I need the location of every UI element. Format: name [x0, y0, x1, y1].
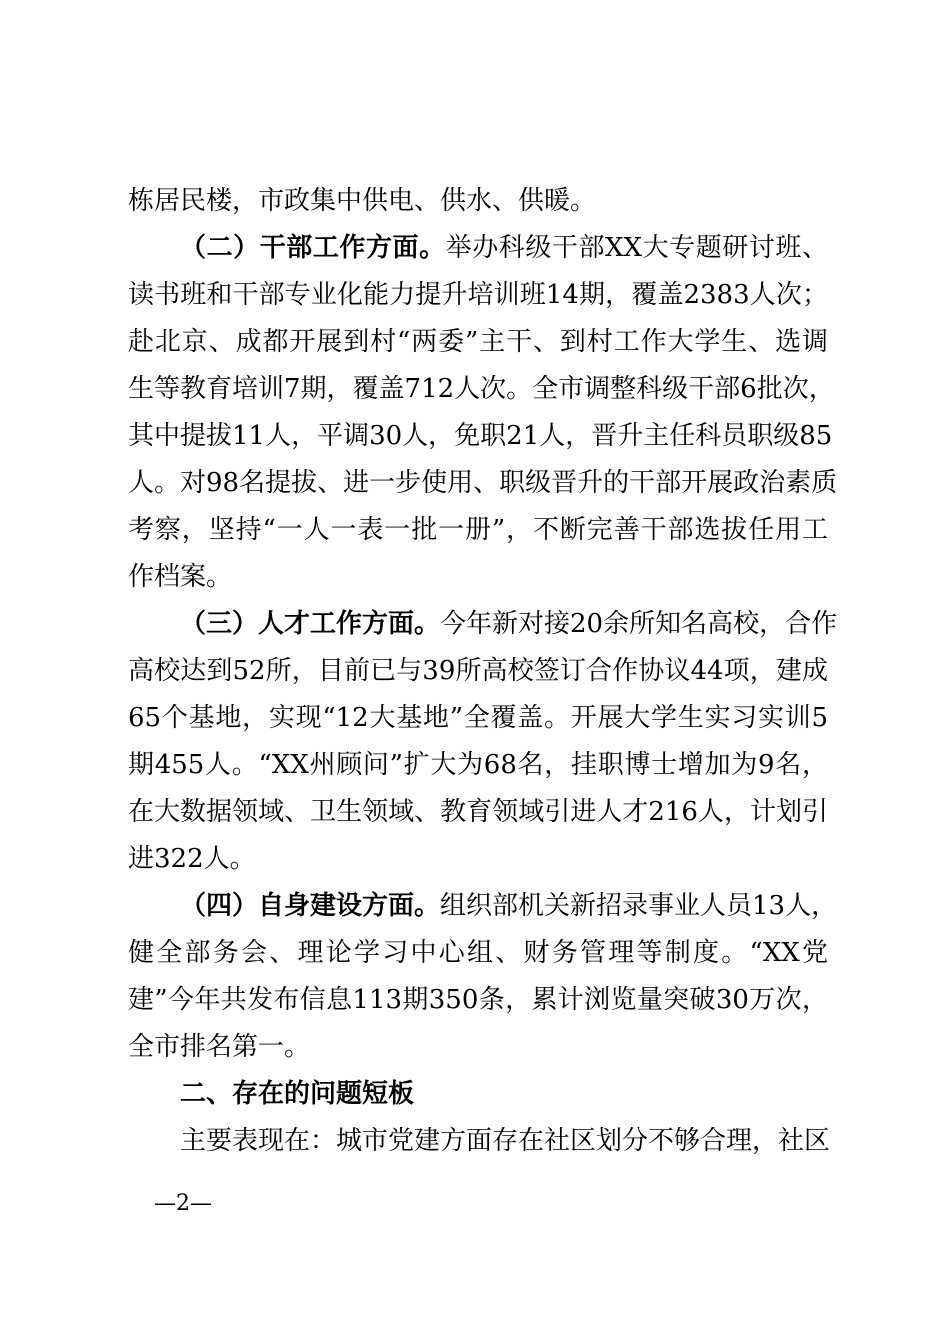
paragraph-heading: （四）自身建设方面。: [180, 891, 441, 921]
paragraph-talent-line: 65个基地，实现“12大基地”全覆盖。开展大学生实习实训5: [128, 703, 828, 733]
paragraph-self-line: （四）自身建设方面。组织部机关新招录事业人员13人，: [180, 891, 838, 921]
paragraph-talent-line: 高校达到52所，目前已与39所高校签订合作协议44项，建成: [128, 656, 828, 686]
paragraph-talent-line: 进322人。: [128, 844, 256, 874]
paragraph-talent-line: 在大数据领域、卫生领域、教育领域引进人才216人，计划引: [128, 797, 828, 827]
paragraph-heading: （二）干部工作方面。: [180, 233, 446, 263]
paragraph-talent-line: （三）人才工作方面。今年新对接20余所知名高校，合作: [180, 609, 838, 639]
paragraph-cadre-line: 读书班和干部专业化能力提升培训班14期，覆盖2383人次；: [128, 280, 828, 310]
paragraph-cadre-line: 作档案。: [128, 562, 233, 592]
paragraph-cadre-line: （二）干部工作方面。举办科级干部XX大专题研讨班、: [180, 233, 828, 263]
paragraph-cadre-line: 人。对98名提拔、进一步使用、职级晋升的干部开展政治素质: [128, 468, 838, 498]
paragraph-self-line: 建”今年共发布信息113期350条，累计浏览量突破30万次，: [128, 985, 828, 1015]
paragraph-self-line: 全市排名第一。: [128, 1032, 311, 1062]
paragraph-talent-line: 期455人。“XX州顾问”扩大为68名，挂职博士增加为9名，: [128, 750, 828, 780]
paragraph-cadre-line: 赴北京、成都开展到村“两委”主干、到村工作大学生、选调: [128, 327, 828, 357]
paragraph-intro-line: 栋居民楼，市政集中供电、供水、供暖。: [128, 186, 597, 216]
paragraph-cadre-line: 考察，坚持“一人一表一批一册”，不断完善干部选拔任用工: [128, 515, 828, 545]
section-title: 二、存在的问题短板: [180, 1079, 415, 1109]
paragraph-self-line: 健全部务会、理论学习中心组、财务管理等制度。“XX党: [128, 938, 828, 968]
paragraph-cadre-line: 其中提拔11人，平调30人，免职21人，晋升主任科员职级85: [128, 421, 833, 451]
paragraph-heading: （三）人才工作方面。: [180, 609, 441, 639]
page-number: —2—: [154, 1191, 212, 1216]
paragraph-cadre-line: 生等教育培训7期，覆盖712人次。全市调整科级干部6批次，: [128, 374, 835, 404]
paragraph-problems-line: 主要表现在：城市党建方面存在社区划分不够合理，社区: [180, 1126, 831, 1156]
